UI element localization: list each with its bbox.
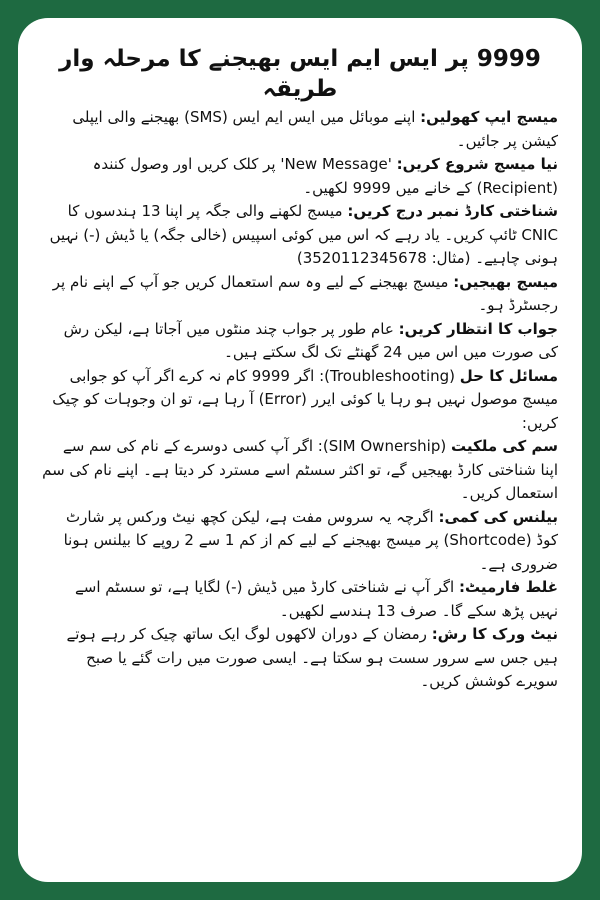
section-text: میسج بھیجنے کے لیے وہ سم استعمال کریں جو آپ کے اپنے نام پر رجسٹرڈ ہو۔ [52, 272, 558, 314]
section-text: عام طور پر جواب چند منٹوں میں آجاتا ہے، لیکن رش کی صورت میں اس میں 24 گھنٹے تک لگ سکتے ہیں۔ [63, 319, 558, 361]
section-heading: میسج بھیجیں: [453, 272, 558, 291]
section-heading: مسائل کا حل [459, 366, 558, 385]
section-text: (SIM Ownership): اگر آپ کسی دوسرے کے نام کی سم سے اپنا شناختی کارڈ بھیجیں گے، تو اکثر سسٹم اسے مسترد کر دیتا ہے۔ اپنے نام کی سم استعمال کریں۔ [42, 437, 558, 502]
content-card [18, 18, 582, 882]
section-heading: نیا میسج شروع کریں: [396, 155, 558, 173]
section-low-balance [42, 506, 558, 577]
section-text: اگر آپ نے شناختی کارڈ میں ڈیش (-) لگایا ہے، تو سسٹم اسے نہیں پڑھ سکے گا۔ صرف 13 ہندسے لکھیں۔ [74, 578, 558, 620]
section-text: رمضان کے دوران لاکھوں لوگ ایک ساتھ چیک کر رہے ہوتے ہیں جس سے سرور سست ہو سکتا ہے۔ ایسی صورت میں رات گئے یا صبح سویرے کوشش کریں۔ [66, 625, 558, 690]
section-text: اگرچہ یہ سروس مفت ہے، لیکن کچھ نیٹ ورکس پر شارٹ کوڈ (Shortcode) پر میسج بھیجنے کے لیے کم از کم 1 سے 2 روپے کا بیلنس ہونا ضروری ہے۔ [63, 507, 558, 573]
section-heading: جواب کا انتظار کریں: [398, 319, 558, 338]
page-title: 9999 پر ایس ایم ایس بھیجنے کا مرحلہ وار طریقہ [59, 46, 541, 102]
section-network-rush [42, 623, 558, 694]
section-text: (Troubleshooting): اگر 9999 کام نہ کرے اگر آپ کو جوابی میسج موصول نہیں ہو رہا یا کوئی ایرر (Error) آ رہا ہے، تو ان وجوہات کو چیک کریں: [52, 366, 558, 432]
section-open-app [42, 106, 558, 153]
section-wait-reply [42, 318, 558, 365]
section-text: اپنے موبائل میں ایس ایم ایس (SMS) بھیجنے والی ایپلی کیشن پر جائیں۔ [72, 108, 558, 150]
section-heading: میسج ایپ کھولیں: [420, 108, 558, 126]
section-sim-ownership [42, 435, 558, 506]
article-body [42, 44, 558, 694]
section-heading: بیلنس کی کمی: [438, 507, 558, 526]
section-new-message [42, 153, 558, 200]
section-heading: شناختی کارڈ نمبر درج کریں: [347, 202, 558, 220]
section-send-message [42, 271, 558, 318]
section-wrong-format [42, 576, 558, 623]
section-enter-cnic [42, 200, 558, 271]
section-text: میسج لکھنے والی جگہ پر اپنا 13 ہندسوں کا CNIC ٹائپ کریں۔ یاد رہے کہ اس میں کوئی اسپیس (خالی جگہ) یا ڈیش (-) نہیں ہونی چاہیے۔ (مثال: 3520112345678) [49, 202, 558, 267]
section-heading: سم کی ملکیت [451, 437, 558, 455]
section-troubleshooting [42, 365, 558, 436]
section-heading: غلط فارمیٹ: [458, 578, 558, 596]
section-text: 'New Message' پر کلک کریں اور وصول کنندہ (Recipient) کے خانے میں 9999 لکھیں۔ [92, 155, 558, 197]
section-heading: نیٹ ورک کا رش: [431, 625, 558, 643]
